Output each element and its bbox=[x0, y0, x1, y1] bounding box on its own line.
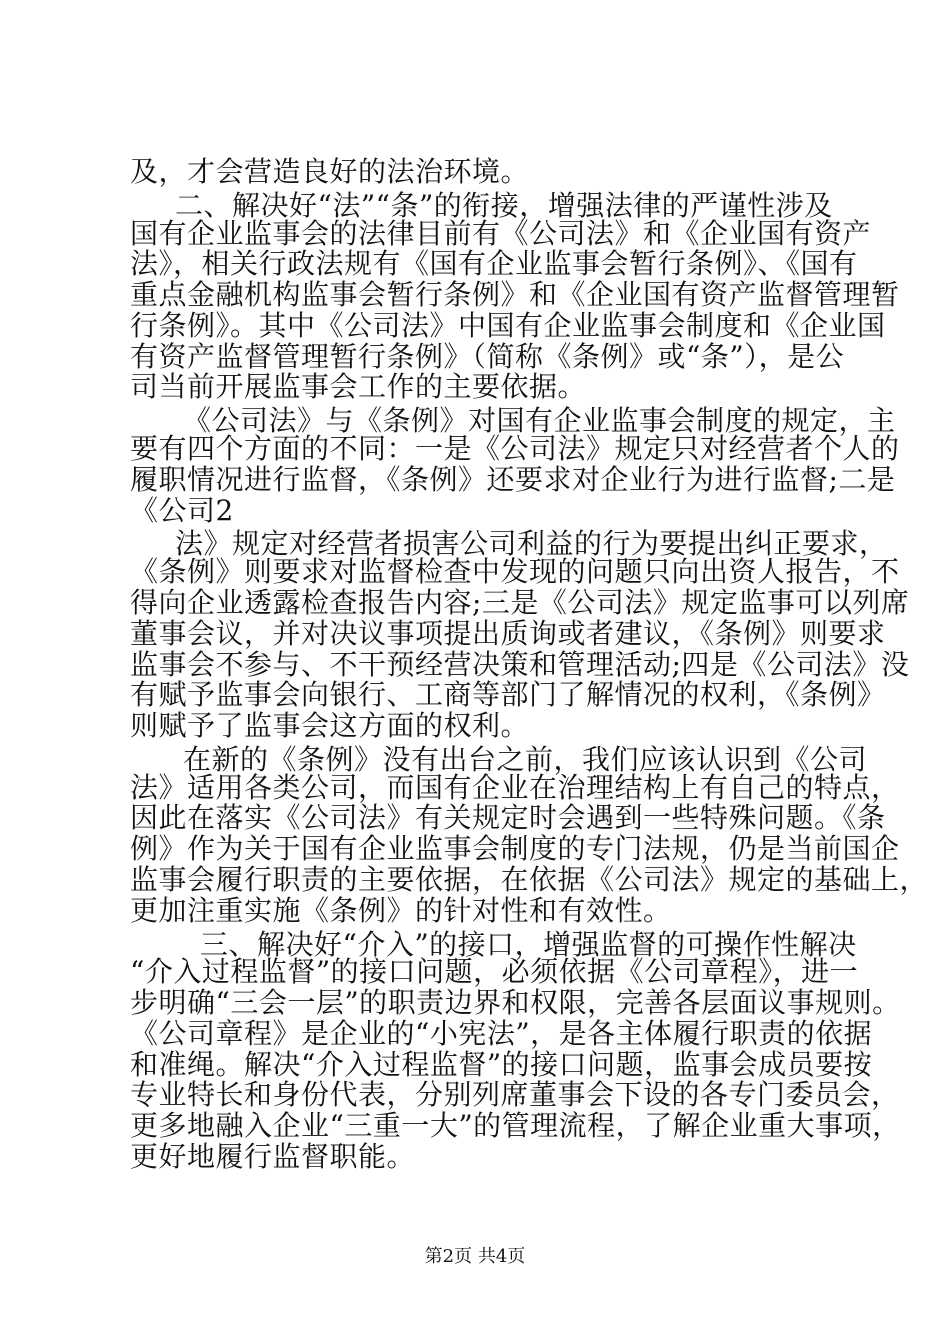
text-line: 司当前开展监事会工作的主要依据。 bbox=[130, 370, 587, 403]
text-line: 国有企业监事会的法律目前有《公司法》和《企业国有资产 bbox=[130, 217, 872, 250]
text-line: 法》，相关行政法规有《国有企业监事会暂行条例》、《国有 bbox=[130, 247, 858, 280]
text-line: 更加注重实施《条例》的针对性和有效性。 bbox=[130, 894, 672, 927]
text-line: 三、解决好“介入”的接口，增强监督的可操作性解决 bbox=[200, 928, 857, 961]
page-number: 第2页 共4页 bbox=[424, 1246, 526, 1267]
text-line: 法》适用各类公司，而国有企业在治理结构上有自己的特点， bbox=[130, 771, 900, 804]
text-line: 重点金融机构监事会暂行条例》和《企业国有资产监督管理暂 bbox=[130, 278, 900, 311]
text-line: “介入过程监督”的接口问题，必须依据《公司章程》，进一 bbox=[130, 955, 859, 988]
text-line: 监事会不参与、不干预经营决策和管理活动;四是《公司法》没 bbox=[130, 648, 910, 681]
text-line: 董事会议，并对决议事项提出质询或者建议，《条例》则要求 bbox=[130, 617, 886, 650]
text-line: 得向企业透露检查报告内容;三是《公司法》规定监事可以列席 bbox=[130, 586, 910, 619]
text-line: 《公司法》与《条例》对国有企业监事会制度的规定，主 bbox=[183, 404, 896, 437]
text-line: 法》规定对经营者损害公司利益的行为要提出纠正要求， bbox=[175, 527, 888, 560]
text-line: 步明确“三会一层”的职责边界和权限，完善各层面议事规则。 bbox=[130, 986, 901, 1019]
text-line: 更好地履行监督职能。 bbox=[130, 1140, 416, 1173]
text-line: 因此在落实《公司法》有关规定时会遇到一些特殊问题。《条 bbox=[130, 801, 886, 834]
text-line: 《公司章程》是企业的“小宪法”，是各主体履行职责的依据 bbox=[130, 1017, 873, 1050]
text-line: 例》作为关于国有企业监事会制度的专门法规，仍是当前国企 bbox=[130, 832, 900, 865]
text-line: 二、解决好“法”“条”的衔接，增强法律的严谨性涉及 bbox=[175, 189, 833, 222]
text-line: 要有四个方面的不同：一是《公司法》规定只对经营者个人的 bbox=[130, 432, 900, 465]
text-line: 则赋予了监事会这方面的权利。 bbox=[130, 709, 530, 742]
text-line: 行条例》。其中《公司法》中国有企业监事会制度和《企业国 bbox=[130, 309, 886, 342]
text-line: 《条例》则要求对监督检查中发现的问题只向出资人报告，不 bbox=[130, 555, 900, 588]
text-line: 《公司2 bbox=[130, 494, 234, 527]
text-line: 监事会履行职责的主要依据，在依据《公司法》规定的基础上， bbox=[130, 863, 929, 896]
text-line: 在新的《条例》没有出台之前，我们应该认识到《公司 bbox=[183, 743, 868, 776]
text-line: 有赋予监事会向银行、工商等部门了解情况的权利，《条例》 bbox=[130, 678, 886, 711]
text-line: 及，才会营造良好的法治环境。 bbox=[130, 155, 530, 188]
text-line: 和准绳。解决“介入过程监督”的接口问题，监事会成员要按 bbox=[130, 1048, 873, 1081]
text-line: 有资产监督管理暂行条例》（简称《条例》或“条”），是公 bbox=[130, 340, 845, 373]
text-line: 履职情况进行监督，《条例》还要求对企业行为进行监督;二是 bbox=[130, 463, 896, 496]
text-line: 更多地融入企业“三重一大”的管理流程，了解企业重大事项， bbox=[130, 1109, 901, 1142]
text-line: 专业特长和身份代表，分别列席董事会下设的各专门委员会， bbox=[130, 1078, 900, 1111]
